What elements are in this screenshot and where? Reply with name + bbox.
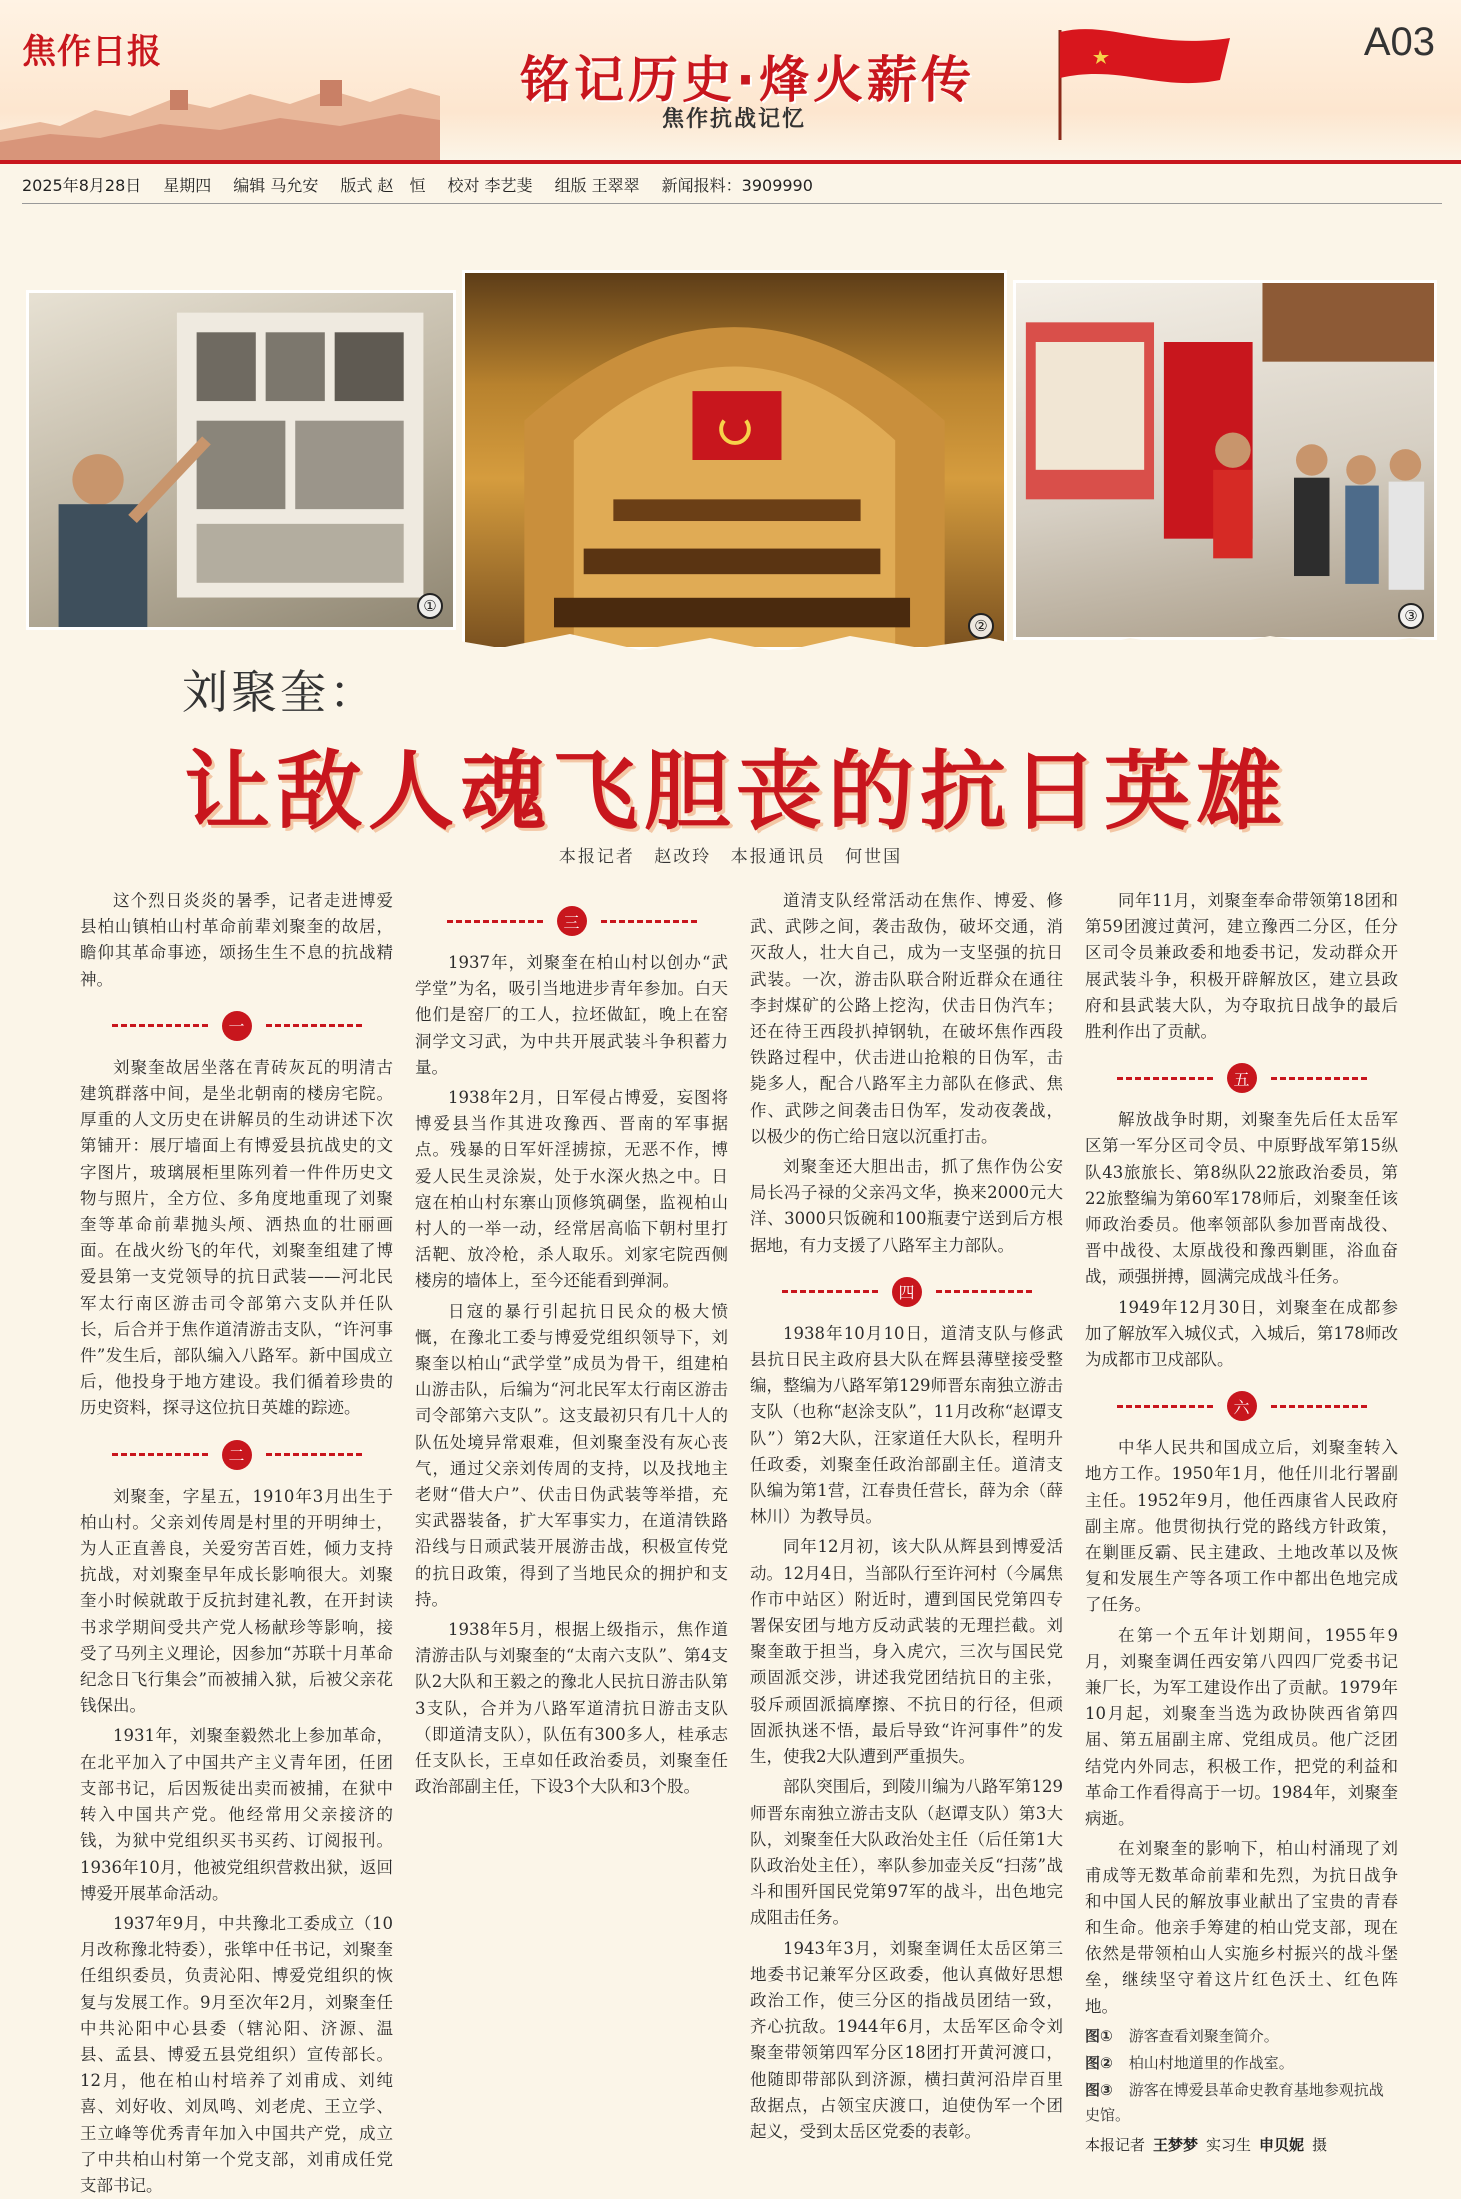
photo-tunnel-room <box>462 270 1007 650</box>
issue-weekday: 星期四 <box>163 175 212 195</box>
section-number: 四 <box>892 1277 922 1307</box>
article-intro: 这个烈日炎炎的暑季，记者走进博爱县柏山镇柏山村革命前辈刘聚奎的故居，瞻仰其革命事迹，颂扬生生不息的抗战精神。 <box>80 891 393 989</box>
photo-exhibit-wall <box>26 290 456 630</box>
news-hotline: 新闻报料：3909990 <box>661 175 813 195</box>
paragraph: 1937年，刘聚奎在柏山村以创办“武学堂”为名，吸引当地进步青年参加。白天他们是窑厂的工人，拉坯做缸，晚上在窑洞学文习武，为中共开展武装斗争积蓄力量。 <box>415 953 728 1077</box>
headline: 让敌人魂飞胆丧的抗日英雄 <box>184 742 1288 842</box>
photo-label-3: ③ <box>1398 603 1424 629</box>
section-number: 三 <box>557 906 587 936</box>
museum-visitors-scene <box>1016 283 1434 637</box>
paragraph: 1938年10月10日，道清支队与修武县抗日民主政府县大队在辉县薄壁接受整编，整编为八路军第129师晋东南独立游击支队（也称“赵涂支队”，11月改称“赵谭支队”）第2大队，汪家道任大队长，程明升任政委，刘聚奎任政治部副主任。道清支队编为第1营，江春贵任营长，薛为余（薛林川）为教导员。 <box>750 1323 1063 1527</box>
article-column-1 <box>80 888 393 2195</box>
paragraph: 1937年9月，中共豫北工委成立（10月改称豫北特委），张筚中任书记，刘聚奎任组织委员，负责沁阳、博爱党组织的恢复与发展工作。9月至次年2月，刘聚奎任中共沁阳中心县委（辖沁阳、济源、温县、孟县、博爱五县党组织）宣传部长。12月，他在柏山村培养了刘甫成、刘纯喜、刘好收、刘凤鸣、刘老虎、王立学、王立峰等优秀青年加入中国共产党，成立了中共柏山村第一个党支部，刘甫成任党支部书记。 <box>80 1913 393 2195</box>
paragraph: 在刘聚奎的影响下，柏山村涌现了刘甫成等无数革命前辈和先烈，为抗日战争和中国人民的解放事业献出了宝贵的青春和生命。他亲手筹建的柏山党支部，现在依然是带领柏山人实施乡村振兴的战斗堡垒，继续坚守着这片红色沃土、红色阵地。 <box>1085 1839 1398 2016</box>
paragraph: 1949年12月30日，刘聚奎在成都参加了解放军入城仪式，入城后，第178师改为成都市卫戍部队。 <box>1085 1297 1398 1370</box>
paragraph: 1931年，刘聚奎毅然北上参加革命，在北平加入了中国共产主义青年团，任团支部书记，后因叛徒出卖而被捕，在狱中转入中国共产党。他经常用父亲接济的钱，为狱中党组织买书买药、订阅报刊。1936年10月，他被党组织营救出狱，返回博爱开展革命活动。 <box>80 1726 393 1903</box>
section-number: 二 <box>222 1440 252 1470</box>
tunnel-room-scene <box>465 273 1004 647</box>
red-flag-illustration <box>1040 20 1240 140</box>
paragraph: 1938年2月，日军侵占博爱，妄图将博爱县当作其进攻豫西、晋南的军事据点。残暴的日军奸淫掳掠，无恶不作，博爱人民生灵涂炭，处于水深火热之中。日寇在柏山村东寨山顶修筑碉堡，监视柏山村人的一举一动，经常居高临下朝村里打活靶、放冷枪，杀人取乐。刘家宅院西侧楼房的墙体上，至今还能看到弹洞。 <box>415 1088 728 1291</box>
caption-text: 游客查看刘聚奎简介。 <box>1128 2026 1279 2045</box>
caption-text: 游客在博爱县革命史教育基地参观抗战史馆。 <box>1085 2080 1384 2124</box>
photo-caption-1 <box>1085 2024 1398 2049</box>
photo-caption-2 <box>1085 2051 1398 2076</box>
section-divider-1 <box>80 1011 393 1041</box>
photo-museum-visitors <box>1013 280 1437 640</box>
paragraph: 1938年5月，根据上级指示，焦作道清游击队与刘聚奎的“太南六支队”、第4支队2大队和王毅之的豫北人民抗日游击队第3支队，合并为八路军道清抗日游击支队（即道清支队），队伍有300多人，桂承志任支队长，王卓如任政治委员，刘聚奎任政治部副主任，下设3个大队和3个股。 <box>415 1620 728 1797</box>
column-title: 铭记历史·烽火薪传 <box>520 51 975 109</box>
section-divider-2 <box>80 1440 393 1470</box>
photo-label-1: ① <box>417 593 443 619</box>
column-subtitle: 焦作抗战记忆 <box>662 107 807 132</box>
issue-info-bar <box>22 170 1442 198</box>
layout-credit: 版式 赵 恒 <box>340 175 426 195</box>
section-divider-4 <box>750 1277 1063 1307</box>
page-number: A03 <box>1363 20 1435 64</box>
byline: 本报记者 赵改玲 本报通讯员 何世国 <box>558 847 903 867</box>
section-divider-6 <box>1085 1391 1398 1421</box>
info-rule <box>22 203 1442 204</box>
photographer-1: 王梦梦 <box>1153 2135 1199 2154</box>
paragraph: 刘聚奎，字星五，1910年3月出生于柏山村。父亲刘传周是村里的开明绅士，为人正直善良，关爱穷苦百姓，倾力支持抗战，对刘聚奎早年成长影响很大。刘聚奎小时候就敢于反抗封建礼教，在开封读书求学期间受共产党人杨献珍等影响，接受了马列主义理论，因参加“苏联十月革命纪念日飞行集会”而被捕入狱，后被父亲花钱保出。 <box>80 1486 393 1716</box>
article-column-4 <box>1085 888 1398 2158</box>
great-wall-illustration <box>0 60 440 160</box>
caption-tag: 图② <box>1085 2053 1113 2072</box>
photo-band <box>0 270 1461 660</box>
section-divider-3 <box>415 906 728 936</box>
paragraph: 刘聚奎故居坐落在青砖灰瓦的明清古建筑群落中间，是坐北朝南的楼房宅院。厚重的人文历史在讲解员的生动讲述下次第铺开：展厅墙面上有博爱县抗战史的文字图片，玻璃展柜里陈列着一件件历史文物与照片，全方位、多角度地重现了刘聚奎等革命前辈抛头颅、洒热血的壮丽画面。在战火纷飞的年代，刘聚奎组建了博爱县第一支党领导的抗日武装——河北民军太行南区游击司令部第六支队并任队长，后合并于焦作道清游击支队，“许河事件”发生后，部队编入八路军。新中国成立后，他投身于地方建设。我们循着珍贵的历史资料，探寻这位抗日英雄的踪迹。 <box>80 1057 393 1418</box>
paragraph: 刘聚奎还大胆出击，抓了焦作伪公安局长冯子禄的父亲冯文华，换来2000元大洋、3000只饭碗和100瓶妻宁送到后方根据地，有力支援了八路军主力部队。 <box>750 1157 1063 1255</box>
editor-credit: 编辑 马允安 <box>233 175 319 195</box>
paragraph: 解放战争时期，刘聚奎先后任太岳军区第一军分区司令员、中原野战军第15纵队43旅旅长、第8纵队22旅政治委员，第22旅整编为第60军178师后，刘聚奎任该师政治委员。他率领部队参加晋南战役、晋中战役、太原战役和豫西剿匪，浴血奋战，顽强拼搏，圆满完成战斗任务。 <box>1085 1110 1398 1287</box>
section-number: 六 <box>1227 1391 1257 1421</box>
group-credit: 组版 王翠翠 <box>554 175 640 195</box>
section-number: 一 <box>222 1011 252 1041</box>
masthead-rule <box>0 160 1461 164</box>
caption-text: 柏山村地道里的作战室。 <box>1128 2053 1294 2072</box>
paragraph: 同年12月初，该大队从辉县到博爱活动。12月4日，当部队行至许河村（今属焦作市中站区）附近时，遭到国民党第四专署保安团与地方反动武装的无理拦截。刘聚奎敢于担当，身入虎穴，三次与国民党顽固派交涉，讲述我党团结抗日的主张，驳斥顽固派搞摩擦、不抗日的行径，但顽固派执迷不悟，最后导致“许河事件”的发生，使我2大队遭到严重损失。 <box>750 1537 1063 1767</box>
exhibit-wall-scene <box>29 293 453 627</box>
paragraph: 同年11月，刘聚奎奉命带领第18团和第59团渡过黄河，建立豫西二分区，任分区司令员兼政委和地委书记，发动群众开展武装斗争，积极开辟解放区，建立县政府和县武装大队，为夺取抗日战争的最后胜利作出了贡献。 <box>1085 891 1398 1042</box>
paragraph: 部队突围后，到陵川编为八路军第129师晋东南独立游击支队（赵谭支队）第3大队，刘聚奎任大队政治处主任（后任第1大队政治处主任），率队参加壶关反“扫荡”战斗和围歼国民党第97军的战斗，出色地完成阻击任务。 <box>750 1777 1063 1928</box>
headline-kicker: 刘聚奎： <box>182 665 378 719</box>
caption-tag: 图③ <box>1085 2080 1113 2099</box>
section-divider-5 <box>1085 1063 1398 1093</box>
masthead <box>0 0 1461 160</box>
paragraph: 道清支队经常活动在焦作、博爱、修武、武陟之间，袭击敌伪，破坏交通，消灭敌人，壮大自己，成为一支坚强的抗日武装。一次，游击队联合附近群众在通往李封煤矿的公路上挖沟，伏击日伪汽车；还在待王西段扒掉钢轨，在破坏焦作西段铁路过程中，伏击进山抢粮的日伪军，击毙多人，配合八路军主力部队在修武、焦作、武陟之间袭击日伪军，发动夜袭战，以极少的伤亡给日寇以沉重打击。 <box>750 891 1063 1146</box>
article-body <box>80 888 1402 2195</box>
caption-tag: 图① <box>1085 2026 1113 2045</box>
photo-caption-3 <box>1085 2078 1398 2128</box>
paragraph: 中华人民共和国成立后，刘聚奎转入地方工作。1950年1月，他任川北行署副主任。1952年9月，他任西康省人民政府副主席。他贯彻执行党的路线方针政策，在剿匪反霸、民主建政、土地改革以及恢复和发展生产等各项工作中都出色地完成了任务。 <box>1085 1438 1398 1615</box>
photo-label-2: ② <box>968 613 994 639</box>
paper-logo: 焦作日报 <box>22 32 162 72</box>
paragraph: 1943年3月，刘聚奎调任太岳区第三地委书记兼军分区政委，他认真做好思想政治工作，使三分区的指战员团结一致，齐心抗敌。1944年6月，太岳军区命令刘聚奎带领第四军分区18团打开黄河渡口，他随即带部队到济源，横扫黄河沿岸百里敌据点，占领宝庆渡口，迫使伪军一个团起义，受到太岳区党委的表彰。 <box>750 1938 1063 2141</box>
article-column-3 <box>750 888 1063 2158</box>
proofread-credit: 校对 李艺斐 <box>447 175 533 195</box>
paragraph: 在第一个五年计划期间，1955年9月，刘聚奎调任西安第八四四厂党委书记兼厂长，为军工建设作出了贡献。1979年10月起，刘聚奎当选为政协陕西省第四届、第五届副主席、党组成员。他广泛团结党内外同志，积极工作，把党的利益和革命工作看得高于一切。1984年，刘聚奎病逝。 <box>1085 1625 1398 1829</box>
photo-credit: 本报记者 王梦梦 实习生 申贝妮 摄 <box>1085 2135 1328 2154</box>
article-column-2 <box>415 888 728 2158</box>
photographer-2: 申贝妮 <box>1259 2135 1305 2154</box>
paragraph: 日寇的暴行引起抗日民众的极大愤慨，在豫北工委与博爱党组织领导下，刘聚奎以柏山“武学堂”成员为骨干，组建柏山游击队，后编为“河北民军太行南区游击司令部第六支队”。这支最初只有几十人的队伍处境异常艰难，但刘聚奎没有灰心丧气，通过父亲刘传周的支持，以及找地主老财“借大户”、伏击日伪武装等举措，充实武器装备，扩大军事实力，在道清铁路沿线与日顽武装开展游击战，积极宣传党的抗日政策，得到了当地民众的拥护和支持。 <box>415 1301 728 1609</box>
issue-date: 2025年8月28日 <box>22 175 142 195</box>
section-number: 五 <box>1227 1063 1257 1093</box>
